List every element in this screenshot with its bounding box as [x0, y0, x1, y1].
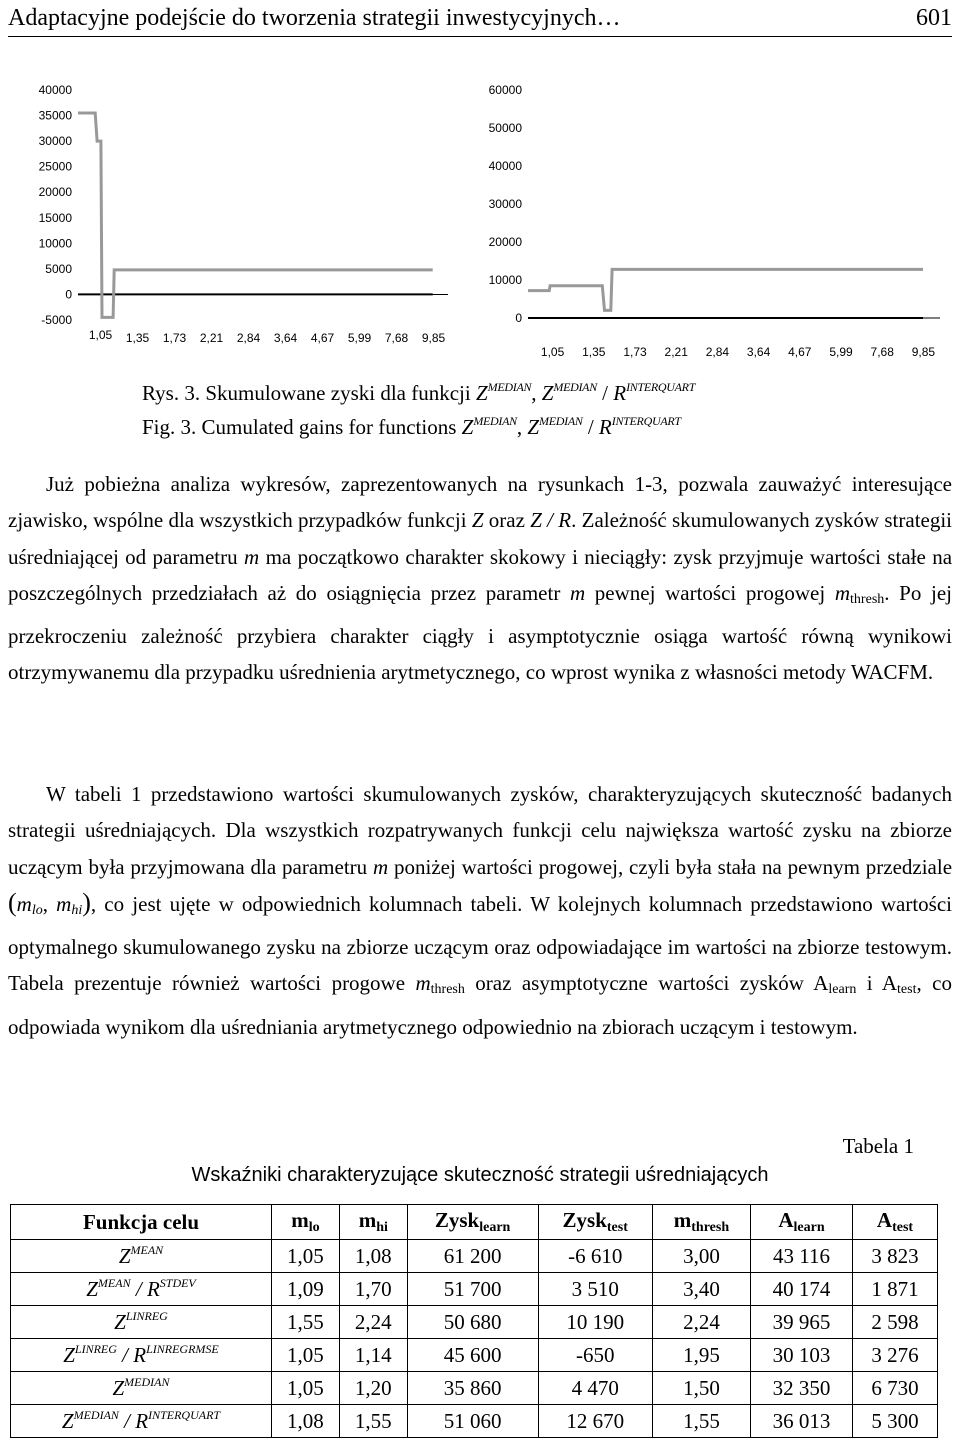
p1-thresh: thresh	[850, 591, 885, 607]
value-cell: 61 200	[407, 1240, 538, 1273]
x-tick-label: 1,35	[125, 331, 150, 345]
p2-lo: lo	[31, 902, 43, 918]
function-z: Z	[118, 1244, 131, 1268]
p2-hi: hi	[71, 902, 83, 918]
running-header	[8, 0, 952, 37]
value-cell: 1,55	[652, 1405, 750, 1438]
value-cell: 1,55	[339, 1405, 407, 1438]
table-header-cell	[652, 1205, 750, 1240]
paragraph-1	[8, 466, 952, 691]
x-tick-label: 1,35	[582, 345, 606, 359]
x-tick-label: 9,85	[421, 331, 446, 345]
y-tick-label: 20000	[488, 235, 522, 249]
table-header-sub: learn	[793, 1220, 825, 1235]
table-header-main: A	[876, 1208, 893, 1232]
chart-left-svg	[8, 70, 460, 360]
value-cell: 1,95	[652, 1339, 750, 1372]
caption-en-interquart: INTERQUART	[611, 414, 681, 428]
y-tick-label: 35000	[38, 108, 72, 123]
p2-paren-close: )	[82, 887, 91, 917]
caption-pl-median1: MEDIAN	[487, 380, 532, 394]
p2-m-lo: m	[16, 891, 32, 916]
y-tick-label: 25000	[38, 159, 72, 174]
table-header-sub: test	[892, 1220, 914, 1235]
value-cell: 2,24	[652, 1306, 750, 1339]
p2-text-b: poniżej wartości progowej, czyli była stała na pewnym przedziale	[394, 854, 953, 879]
x-tick-label: 1,05	[540, 345, 565, 359]
caption-pl-median2: MEDIAN	[553, 380, 597, 394]
caption-en-median1: MEDIAN	[473, 414, 517, 428]
p1-text-e: . Po jej przekroczeniu zależność przybiera charakter ciągły i asymptotycznie osiąga wartość równą wynikowi otrzymywanemu dla przypadku uśrednienia arytmetycznego, co wprost wynika z własności metody WACFM.	[8, 580, 952, 685]
y-tick-label: -5000	[41, 313, 72, 327]
caption-en-slash: /	[587, 415, 594, 439]
series-line-gray	[528, 269, 923, 310]
x-tick-label: 1,05	[88, 328, 113, 342]
y-tick-label: 30000	[488, 197, 522, 211]
value-cell: 2,24	[339, 1306, 407, 1339]
value-cell: 1,14	[339, 1339, 407, 1372]
function-z-super: MEAN	[130, 1243, 164, 1257]
p1-z-over-r: Z / R	[530, 508, 572, 533]
x-tick-label: 4,67	[310, 331, 335, 345]
p2-m-hi: m	[56, 891, 72, 916]
x-tick-label: 9,85	[911, 345, 936, 359]
table-body	[11, 1240, 938, 1438]
value-cell: 12 670	[538, 1405, 652, 1438]
p1-text-b: . Zależność skumulowanych zysków strategii uśredniającej od parametru	[8, 508, 953, 569]
table-header-cell	[339, 1205, 407, 1240]
table-header-main: A	[778, 1208, 794, 1232]
caption-pl-comma: ,	[531, 381, 537, 405]
table-header-sub: lo	[308, 1220, 320, 1235]
value-cell: 1,50	[652, 1372, 750, 1405]
function-z: Z	[63, 1343, 75, 1367]
function-z: Z	[86, 1277, 98, 1301]
chart-left	[8, 70, 460, 360]
table-header-sub: hi	[376, 1220, 388, 1235]
x-tick-label: 2,84	[705, 345, 730, 359]
p1-text-a: Już pobieżna analiza wykresów, zaprezentowanych na rysunkach 1-3, pozwala zauważyć interesujące zjawisko, wspólne dla wszystkich przypadków funkcji	[8, 472, 952, 533]
x-tick-label: 5,99	[829, 345, 853, 359]
running-title: Adaptacyjne podejście do tworzenia strategii inwestycyjnych…	[8, 4, 621, 31]
table-header-row	[11, 1205, 938, 1240]
function-r: R	[135, 1409, 149, 1433]
page-number: 601	[916, 4, 952, 31]
x-tick-label: 4,67	[788, 345, 812, 359]
function-z: Z	[114, 1310, 126, 1334]
value-cell: -6 610	[538, 1240, 652, 1273]
value-cell: 3 510	[538, 1273, 652, 1306]
p2-text-e: i A	[866, 971, 898, 996]
value-cell: 40 174	[751, 1273, 853, 1306]
function-z-super: LINREG	[125, 1309, 168, 1323]
caption-en-text: Fig. 3. Cumulated gains for functions	[142, 415, 457, 439]
x-tick-label: 5,99	[347, 331, 372, 345]
table-header-main: Funkcja celu	[82, 1209, 200, 1234]
p1-m3: m	[834, 580, 851, 605]
value-cell: 35 860	[407, 1372, 538, 1405]
caption-pl-interquart: INTERQUART	[626, 380, 696, 394]
p2-text-d: oraz asymptotyczne wartości zysków A	[475, 971, 829, 996]
p2-m-thresh: m	[415, 971, 431, 996]
y-tick-label: 60000	[488, 83, 522, 97]
value-cell: 32 350	[751, 1372, 853, 1405]
p2-m: m	[373, 854, 389, 879]
y-tick-label: 0	[515, 311, 522, 325]
table-row	[11, 1273, 938, 1306]
caption-en-r: R	[598, 415, 612, 439]
function-slash: /	[124, 1409, 131, 1433]
table-header-main: Zysk	[434, 1208, 480, 1232]
table-title: Wskaźniki charakteryzujące skuteczność strategii uśredniających	[191, 1164, 769, 1186]
value-cell: 1,09	[272, 1273, 340, 1306]
value-cell: 1,05	[272, 1372, 340, 1405]
value-cell: 30 103	[751, 1339, 853, 1372]
value-cell: 50 680	[407, 1306, 538, 1339]
y-tick-label: 30000	[38, 134, 72, 149]
y-tick-label: 5000	[45, 261, 72, 276]
chart-right-svg	[480, 70, 952, 370]
p2-thresh: thresh	[430, 982, 465, 998]
value-cell: 39 965	[751, 1306, 853, 1339]
function-z-super: MEDIAN	[73, 1408, 119, 1422]
caption-pl-z1: Z	[475, 381, 488, 405]
value-cell: 5 300	[853, 1405, 938, 1438]
caption-pl-text: Rys. 3. Skumulowane zyski dla funkcji	[142, 381, 471, 405]
table-header-sub: test	[606, 1220, 628, 1235]
p1-m: m	[244, 544, 260, 569]
function-z-super: MEAN	[97, 1276, 131, 1290]
p2-text-f: , co odpowiada wynikom dla uśredniania arytmetycznego odpowiednio na zbiorach uczącym i testowym.	[8, 971, 952, 1039]
function-r-super: LINREGRMSE	[146, 1342, 219, 1356]
table-header-sub: learn	[479, 1220, 511, 1235]
series-line-gray	[78, 113, 433, 317]
function-r-super: INTERQUART	[148, 1408, 221, 1422]
function-cell	[11, 1273, 272, 1306]
table-header-sub: thresh	[691, 1220, 730, 1235]
value-cell: 51 700	[407, 1273, 538, 1306]
x-tick-label: 7,68	[870, 345, 894, 359]
value-cell: 45 600	[407, 1339, 538, 1372]
caption-en-z1: Z	[461, 415, 474, 439]
x-tick-label: 1,73	[162, 331, 187, 345]
value-cell: 36 013	[751, 1405, 853, 1438]
caption-pl-z2: Z	[541, 381, 554, 405]
value-cell: 1 871	[853, 1273, 938, 1306]
p1-text-d: pewnej wartości progowej	[594, 580, 826, 605]
p2-paren-open: (	[8, 887, 17, 917]
function-z-super: MEDIAN	[124, 1375, 170, 1389]
y-tick-label: 50000	[488, 121, 522, 135]
function-r: R	[146, 1277, 160, 1301]
figure-caption-pl	[142, 380, 695, 406]
table-header-main: m	[358, 1208, 377, 1232]
p2-test: test	[897, 982, 917, 998]
y-tick-label: 40000	[38, 83, 72, 97]
function-z: Z	[61, 1409, 74, 1433]
value-cell: 1,70	[339, 1273, 407, 1306]
caption-en-median2: MEDIAN	[539, 414, 583, 428]
p2-learn: learn	[828, 982, 857, 998]
function-r: R	[133, 1343, 147, 1367]
table-row	[11, 1372, 938, 1405]
x-tick-label: 2,84	[236, 331, 261, 345]
caption-en-z2: Z	[527, 415, 540, 439]
value-cell: 1,05	[272, 1240, 340, 1273]
value-cell: 1,05	[272, 1339, 340, 1372]
function-slash: /	[135, 1277, 142, 1301]
function-cell	[11, 1339, 272, 1372]
value-cell: 3 823	[853, 1240, 938, 1273]
y-tick-label: 20000	[38, 185, 72, 200]
function-cell	[11, 1306, 272, 1339]
caption-pl-slash: /	[602, 381, 608, 405]
table-header-cell	[538, 1205, 652, 1240]
y-tick-label: 10000	[38, 236, 72, 251]
chart-right	[480, 70, 952, 370]
value-cell: 1,20	[339, 1372, 407, 1405]
x-tick-label: 3,64	[746, 345, 771, 359]
x-tick-label: 1,73	[623, 345, 647, 359]
table-header-main: m	[673, 1208, 692, 1232]
p2-sep: ,	[42, 891, 57, 916]
p2-text-c: , co jest ujęte w odpowiednich kolumnach tabeli. W kolejnych kolumnach przedstawiono wartości optymalnego skumulowanego zysku na zbiorze uczącym oraz odpowiadające im wartości na zbiorze testowym. Tabela prezentuje również wartości progowe	[8, 891, 953, 996]
p2-text-a: W tabeli 1 przedstawiono wartości skumulowanych zysków, charakteryzujących skuteczność badanych strategii uśredniających. Dla wszystkich rozpatrywanych funkcji celu największa wartość zysku na zbiorze uczącym była przyjmowana dla parametru	[8, 782, 952, 879]
value-cell: 1,08	[339, 1240, 407, 1273]
function-slash: /	[122, 1343, 129, 1367]
value-cell: -650	[538, 1339, 652, 1372]
value-cell: 4 470	[538, 1372, 652, 1405]
table-header-cell	[272, 1205, 340, 1240]
table-row	[11, 1240, 938, 1273]
x-tick-label: 2,21	[664, 345, 688, 359]
table-header-cell	[407, 1205, 538, 1240]
value-cell: 43 116	[751, 1240, 853, 1273]
function-cell	[11, 1240, 272, 1273]
function-cell	[11, 1405, 272, 1438]
value-cell: 3 276	[853, 1339, 938, 1372]
table-header-cell	[751, 1205, 853, 1240]
value-cell: 1,08	[272, 1405, 340, 1438]
y-tick-label: 40000	[488, 159, 522, 173]
function-z: Z	[112, 1376, 125, 1400]
value-cell: 10 190	[538, 1306, 652, 1339]
p1-text-c: ma początkowo charakter skokowy i nieciągły: zysk przyjmuje wartości stałe na poszczególnych przedziałach aż do osiągnięcia przez parametr	[8, 544, 953, 605]
x-tick-label: 7,68	[384, 331, 409, 345]
table-row	[11, 1306, 938, 1339]
x-tick-label: 3,64	[273, 331, 298, 345]
table-row	[11, 1339, 938, 1372]
value-cell: 6 730	[853, 1372, 938, 1405]
function-cell	[11, 1372, 272, 1405]
table-row	[11, 1405, 938, 1438]
table-label: Tabela 1	[842, 1134, 914, 1158]
value-cell: 3,00	[652, 1240, 750, 1273]
caption-en-comma: ,	[516, 415, 523, 439]
y-tick-label: 0	[65, 287, 72, 302]
value-cell: 2 598	[853, 1306, 938, 1339]
function-z-super: LINREG	[74, 1342, 117, 1356]
paragraph-2	[8, 776, 952, 1045]
table-header-main: Zysk	[562, 1208, 607, 1232]
table-header-cell	[853, 1205, 938, 1240]
table-header-cell	[11, 1205, 272, 1240]
value-cell: 3,40	[652, 1273, 750, 1306]
p1-z: Z	[471, 508, 484, 533]
y-tick-label: 15000	[38, 210, 72, 225]
p1-m2: m	[569, 580, 586, 605]
x-tick-label: 2,21	[199, 331, 224, 345]
function-r-super: STDEV	[159, 1276, 196, 1290]
y-tick-label: 10000	[488, 273, 522, 287]
caption-pl-r: R	[613, 381, 627, 405]
p1-oraz: oraz	[488, 508, 525, 533]
figure-caption-en	[142, 414, 681, 440]
table-header-main: m	[291, 1208, 309, 1232]
results-table	[10, 1204, 938, 1438]
value-cell: 1,55	[272, 1306, 340, 1339]
value-cell: 51 060	[407, 1405, 538, 1438]
